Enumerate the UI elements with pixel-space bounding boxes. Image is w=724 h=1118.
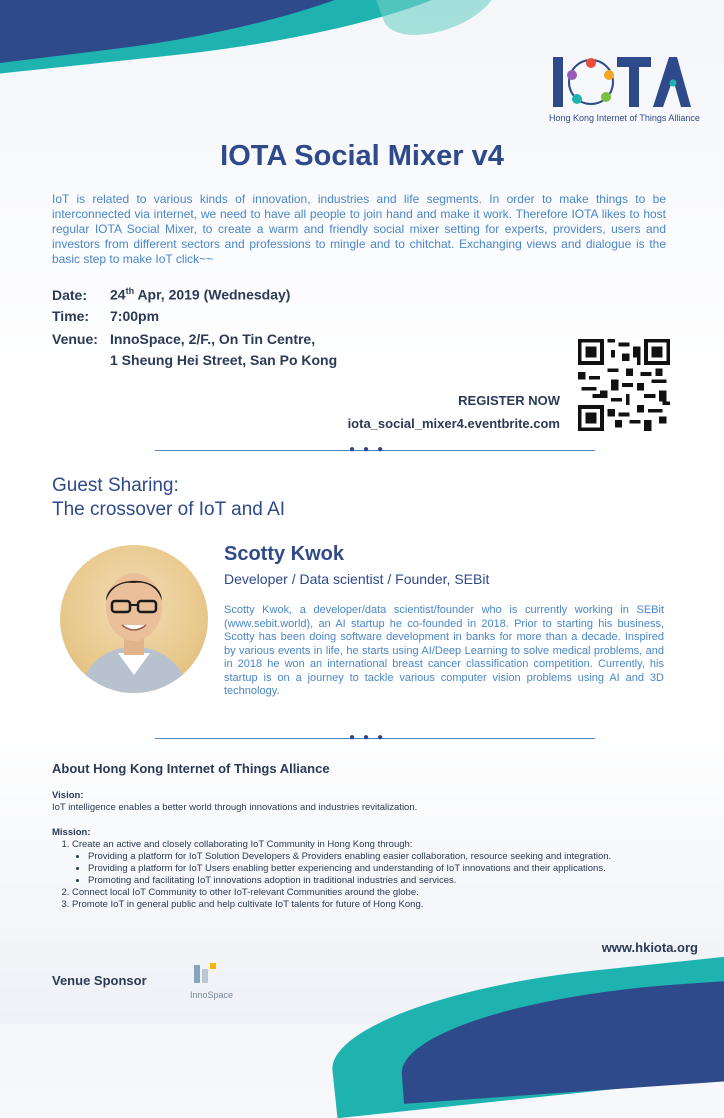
register-link[interactable]: iota_social_mixer4.eventbrite.com (347, 416, 560, 431)
venue-sponsor-label: Venue Sponsor (52, 973, 147, 988)
intro-paragraph: IoT is related to various kinds of innovation, industries and life segments. In order to make things to be interconnected via internet, we need to have all people to join hand and make it work. Therefore IOTA likes to host regular IOTA Social Mixer, to create a warm and friendly social mixer setting for experts, providers, users and investors from different sectors and professions to mingle and to chitchat. Exchanging views and dialogue is the basic step to make IoT click~~ (52, 192, 666, 266)
venue-label: Venue: (52, 331, 98, 347)
date-suffix: th (125, 286, 135, 296)
about-heading: About Hong Kong Internet of Things Alliance (52, 761, 330, 776)
date-day: 24 (110, 286, 126, 303)
divider-dots-2: ●●● (349, 732, 392, 743)
date-rest: Apr, 2019 (Wednesday) (134, 286, 291, 303)
mission-bullet-2: • Providing a platform for IoT Users enabling better experiencing and understanding of IoT innovations and their applications. (88, 863, 672, 875)
time-value: 7:00pm (110, 308, 160, 324)
speaker-name: Scotty Kwok (224, 543, 345, 565)
qr-code[interactable] (578, 339, 670, 431)
mission-bullet-1: • Providing a platform for IoT Solution Developers & Providers enabling easier collaboration, resource seeking and integration. (88, 851, 672, 863)
venue-line1: InnoSpace, 2/F., On Tin Centre, (110, 331, 316, 347)
mission-item-1 (72, 839, 672, 887)
speaker-photo (60, 545, 208, 693)
speaker-avatar-icon (60, 545, 208, 693)
innospace-logo (190, 963, 232, 999)
mission-item-1-text: Create an active and closely collaborating IoT Community in Hong Kong through: (72, 839, 413, 850)
mission-label: Mission: (52, 827, 91, 838)
top-decor-accent (373, 0, 506, 49)
mission-section (52, 827, 672, 911)
website-link[interactable]: www.hkiota.org (601, 940, 698, 955)
date-label: Date: (52, 286, 88, 303)
event-date (52, 286, 290, 303)
event-time (52, 308, 159, 324)
speaker-bio: Scotty Kwok, a developer/data scientist/founder who is currently working in SEBit (www.sebit.world), an AI startup he co-founded in 2018. Prior to starting his business, Scotty has been doing software development in banks for more than a decade. Inspired by various events in life, he starts using AI/Deep Learning to solve medical problems, and in 2018 he won an international breast cancer classification competition. Currently, his startup is on a journey to tackle various computer vision problems using AI and 3D technology. (224, 604, 664, 697)
mission-item-2: 2. Connect local IoT Community to other IoT-relevant Communities around the globe. (72, 887, 672, 899)
innospace-mark-icon (190, 963, 232, 987)
event-venue (52, 331, 315, 347)
iota-logo (551, 53, 691, 113)
time-label: Time: (52, 308, 90, 324)
divider-dots: ●●● (349, 444, 392, 455)
guest-heading-line1: Guest Sharing: (52, 475, 179, 496)
innospace-logo-text: InnoSpace (190, 990, 234, 1000)
speaker-role: Developer / Data scientist / Founder, SEBit (224, 571, 490, 587)
register-now-label: REGISTER NOW (458, 393, 560, 408)
guest-heading-line2: The crossover of IoT and AI (52, 499, 286, 520)
mission-item-3: 3. Promote IoT in general public and help cultivate IoT talents for future of Hong Kong. (72, 899, 672, 911)
logo-tagline: Hong Kong Internet of Things Alliance (549, 113, 700, 123)
mission-bullet-3: • Promoting and facilitating IoT innovations adoption in traditional industries and services. (88, 875, 672, 887)
vision-section (52, 790, 672, 814)
vision-label: Vision: (52, 790, 84, 801)
venue-line2: 1 Sheung Hei Street, San Po Kong (110, 352, 338, 368)
guest-sharing-heading (52, 474, 285, 522)
vision-text: IoT intelligence enables a better world through innovations and industries revitalization. (52, 802, 418, 813)
page-title: IOTA Social Mixer v4 (220, 140, 504, 172)
